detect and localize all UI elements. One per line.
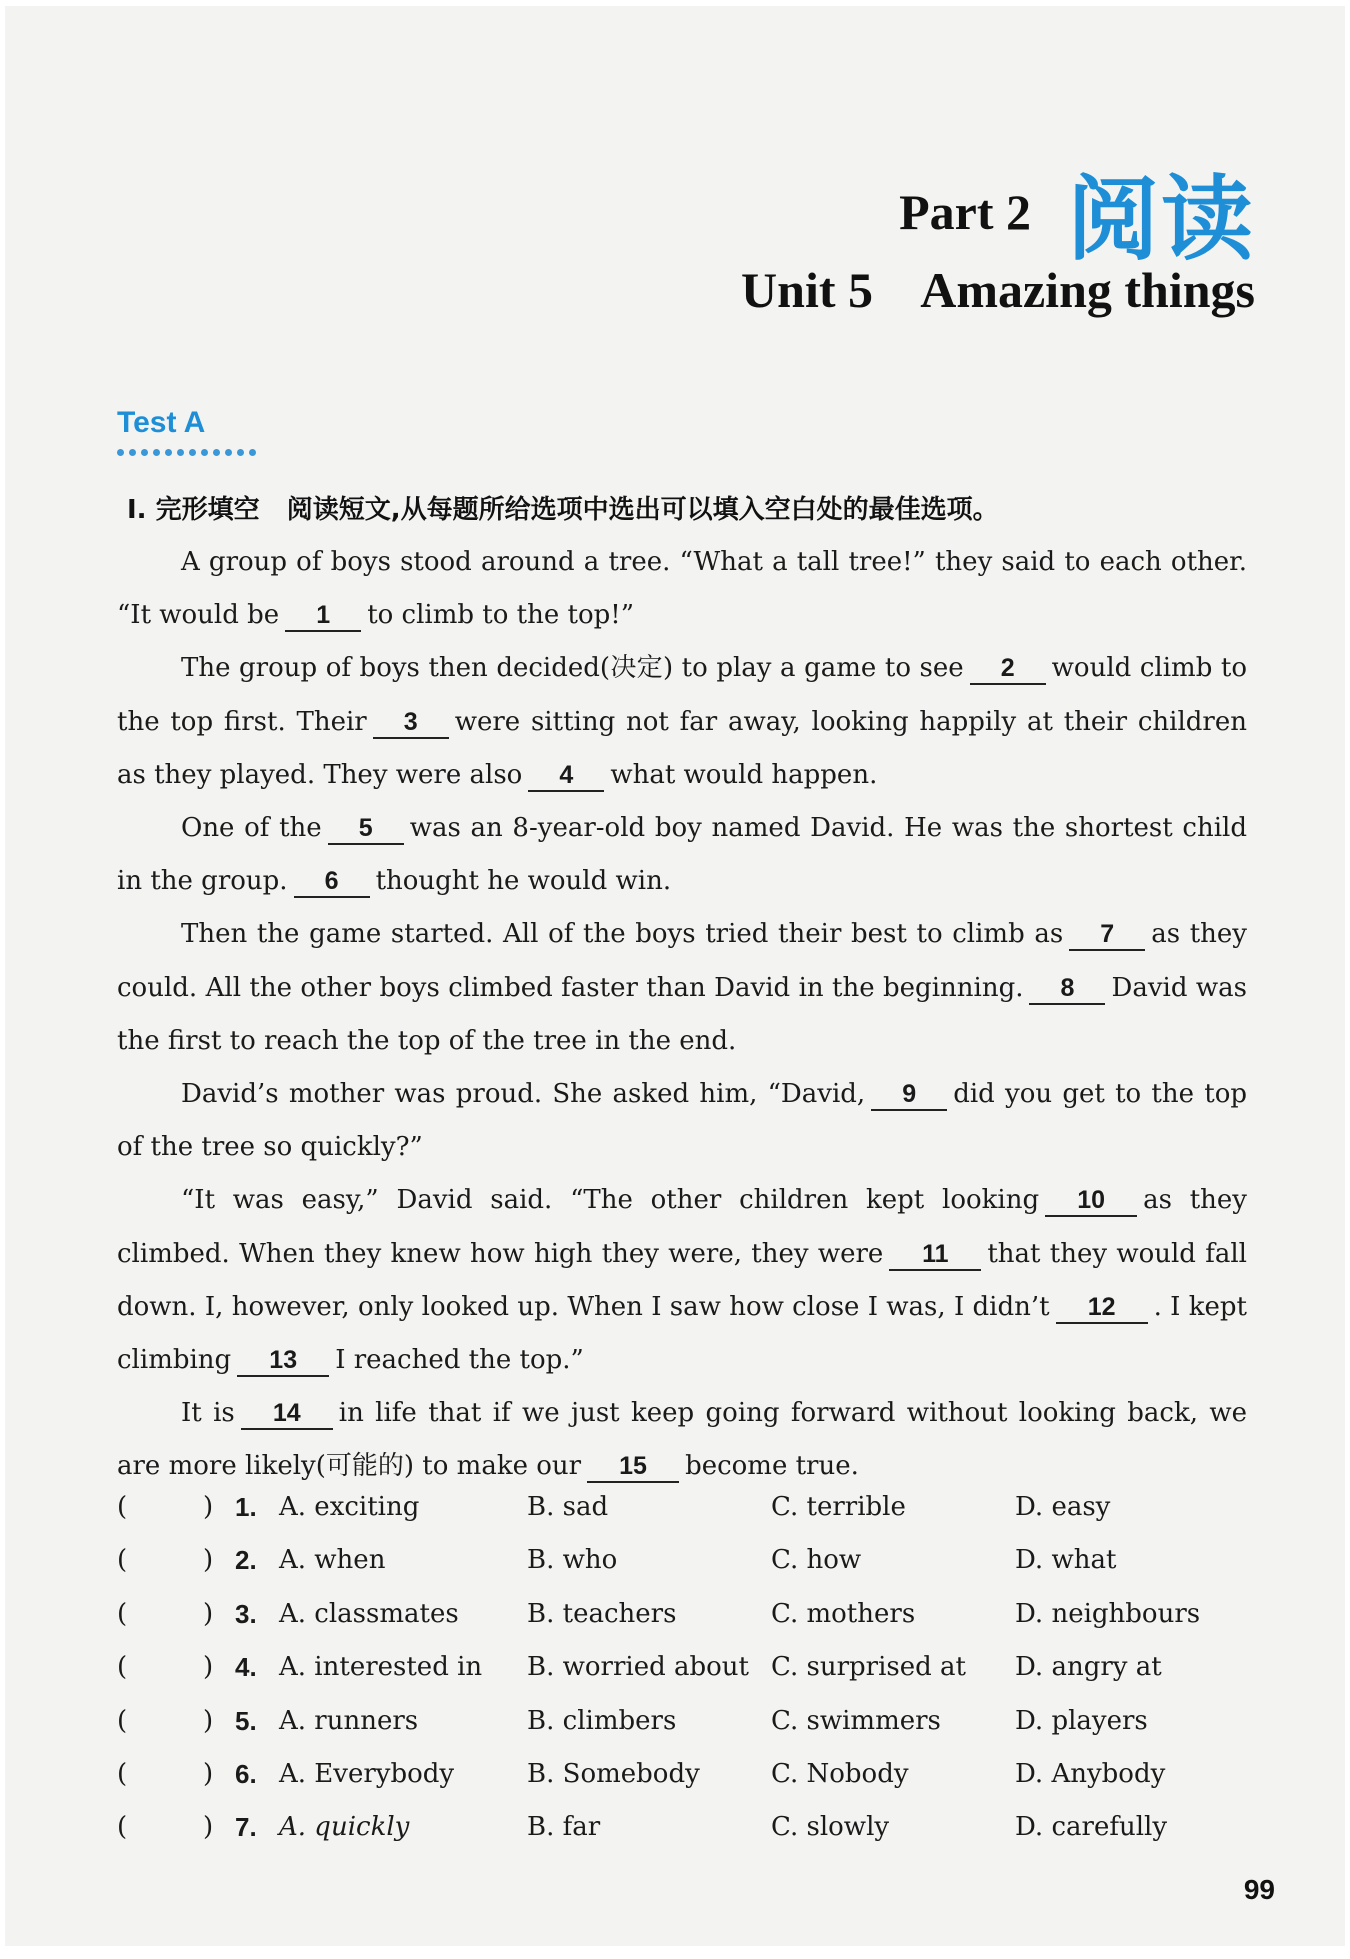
option-c: C. how — [771, 1545, 862, 1576]
unit-title: Unit 5 Amazing things — [741, 262, 1255, 318]
part-label: Part 2 — [899, 184, 1031, 240]
test-label-dots — [117, 449, 256, 456]
option-d: D. what — [1015, 1545, 1117, 1576]
option-c: C. surprised at — [771, 1652, 966, 1683]
option-a: A. Everybody — [279, 1758, 455, 1789]
blank-15: 15 — [587, 1451, 679, 1483]
option-d: D. neighbours — [1015, 1598, 1201, 1629]
blank-10: 10 — [1045, 1185, 1137, 1217]
question-row-4 — [117, 1652, 1257, 1705]
option-c: C. terrible — [771, 1492, 906, 1522]
section-heading: Ⅰ. 完形填空 阅读短文,从每题所给选项中选出可以填入空白处的最佳选项。 — [127, 495, 999, 525]
option-a: A. classmates — [279, 1598, 459, 1629]
option-c: C. mothers — [771, 1598, 916, 1629]
passage-paragraph: Then the game started. All of the boys tried their best to climb as 7 as they could. All the other boys climbed faster than David in the beginning. 8 David was the first to reach the top of the tree in the end. — [117, 919, 1247, 1056]
answer-paren-left: ( — [117, 1705, 128, 1736]
part-chinese-title: 阅读 — [1066, 166, 1255, 273]
option-d: D. carefully — [1015, 1812, 1168, 1843]
question-row-3 — [117, 1599, 1257, 1652]
question-number: 3. — [235, 1598, 257, 1629]
passage-paragraph: The group of boys then decided(决定) to play a game to see 2 would climb to the top first. Their 3 were sitting not far away, looking happily at their children as they played. They were also 4 what would happen. — [117, 653, 1248, 790]
answer-paren-right: ) — [203, 1812, 214, 1843]
test-label: Test A — [117, 406, 206, 439]
question-row-7 — [117, 1812, 1257, 1865]
answer-paren-left: ( — [117, 1652, 128, 1683]
answer-paren-left: ( — [117, 1812, 128, 1843]
option-d: D. Anybody — [1015, 1758, 1166, 1789]
passage-paragraph: It is 14 in life that if we just keep going forward without looking back, we are more likely(可能的) to make our 15 become true. — [117, 1398, 1247, 1482]
passage-paragraph: “It was easy,” David said. “The other children kept looking 10 as they climbed. When they knew how high they were, they were 11 that they would fall down. I, however, only looked up. When I saw how close I was, I didn’t 12 . I kept climbing 13 I reached the top.” — [117, 1185, 1247, 1376]
option-c: C. swimmers — [771, 1705, 941, 1736]
question-row-2 — [117, 1545, 1257, 1598]
option-b: B. sad — [527, 1492, 609, 1522]
question-options — [117, 1492, 1257, 1866]
passage-paragraph: One of the 5 was an 8-year-old boy named David. He was the shortest child in the group. 6 thought he would win. — [117, 813, 1247, 897]
blank-6: 6 — [294, 866, 370, 898]
answer-paren-right: ) — [203, 1705, 214, 1736]
blank-8: 8 — [1029, 973, 1105, 1005]
question-number: 1. — [235, 1492, 257, 1522]
blank-7: 7 — [1069, 919, 1145, 951]
option-d: D. players — [1015, 1705, 1148, 1736]
option-a: A. quickly — [279, 1812, 410, 1843]
option-b: B. far — [527, 1812, 601, 1843]
option-b: B. Somebody — [527, 1758, 700, 1789]
blank-3: 3 — [373, 707, 449, 739]
question-number: 6. — [235, 1758, 257, 1789]
blank-2: 2 — [970, 653, 1046, 685]
answer-paren-left: ( — [117, 1492, 128, 1522]
option-d: D. easy — [1015, 1492, 1111, 1522]
option-b: B. teachers — [527, 1598, 677, 1629]
option-b: B. who — [527, 1545, 618, 1576]
answer-paren-left: ( — [117, 1545, 128, 1576]
question-number: 5. — [235, 1705, 257, 1736]
question-number: 2. — [235, 1545, 257, 1576]
blank-12: 12 — [1056, 1292, 1148, 1324]
answer-paren-right: ) — [203, 1652, 214, 1683]
answer-paren-right: ) — [203, 1598, 214, 1629]
option-d: D. angry at — [1015, 1652, 1162, 1683]
blank-5: 5 — [328, 813, 404, 845]
question-row-1 — [117, 1492, 1257, 1545]
blank-11: 11 — [889, 1239, 981, 1271]
part-header — [899, 146, 1255, 278]
option-b: B. worried about — [527, 1652, 750, 1683]
blank-4: 4 — [528, 760, 604, 792]
answer-paren-right: ) — [203, 1492, 214, 1522]
question-row-5 — [117, 1706, 1257, 1759]
blank-13: 13 — [237, 1345, 329, 1377]
answer-paren-right: ) — [203, 1545, 214, 1576]
answer-paren-right: ) — [203, 1758, 214, 1789]
cloze-passage — [117, 536, 1247, 1494]
answer-paren-left: ( — [117, 1598, 128, 1629]
option-b: B. climbers — [527, 1705, 677, 1736]
blank-1: 1 — [285, 600, 361, 632]
workbook-page — [5, 6, 1345, 1946]
option-a: A. when — [279, 1545, 386, 1576]
option-a: A. runners — [279, 1705, 419, 1736]
option-c: C. slowly — [771, 1812, 890, 1843]
page-number: 99 — [1243, 1874, 1275, 1905]
option-c: C. Nobody — [771, 1758, 909, 1789]
question-row-6 — [117, 1759, 1257, 1812]
question-number: 4. — [235, 1652, 257, 1683]
blank-14: 14 — [241, 1398, 333, 1430]
blank-9: 9 — [871, 1079, 947, 1111]
question-number: 7. — [235, 1812, 257, 1843]
answer-paren-left: ( — [117, 1758, 128, 1789]
option-a: A. interested in — [279, 1652, 483, 1683]
option-a: A. exciting — [279, 1492, 420, 1522]
passage-paragraph: A group of boys stood around a tree. “What a tall tree!” they said to each other. “It would be 1 to climb to the top!” — [117, 547, 1247, 631]
passage-paragraph: David’s mother was proud. She asked him, “David, 9 did you get to the top of the tree so quickly?” — [117, 1079, 1247, 1163]
